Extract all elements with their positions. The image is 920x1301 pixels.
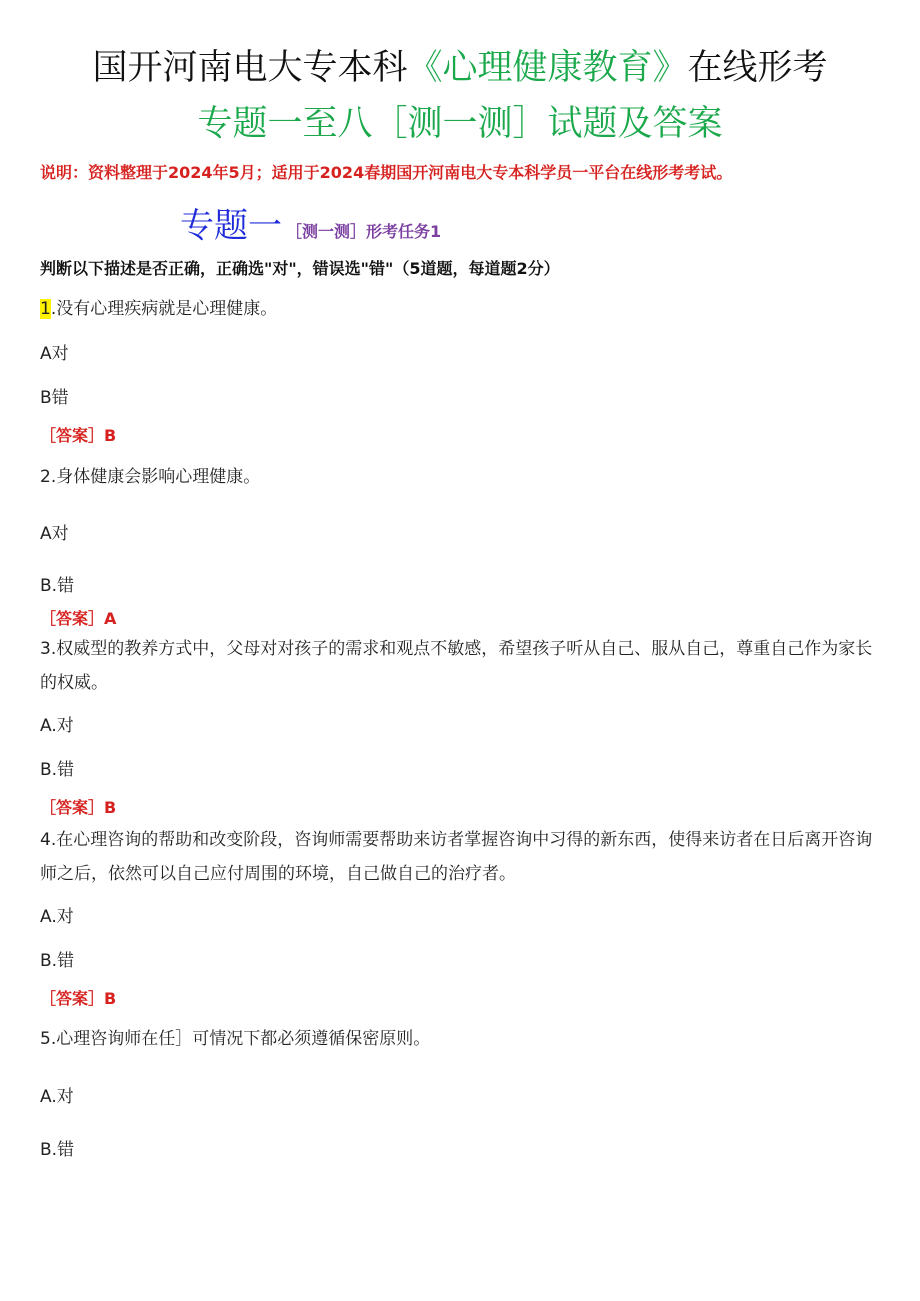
title-prefix: 国开河南电大专本科 — [92, 48, 408, 88]
question-5-option-a: A.对 — [40, 1087, 74, 1107]
question-3-option-a: A.对 — [40, 716, 74, 736]
question-2-option-b: B.错 — [40, 576, 75, 596]
document-title — [0, 40, 920, 90]
document-note: 说明：资料整理于2024年5月；适用于2024春期国开河南电大专本科学员一平台在线形考考试。 — [40, 163, 733, 182]
question-2-option-a: A对 — [40, 524, 69, 544]
question-3-answer: ［答案］B — [40, 798, 117, 817]
question-1-option-a: A对 — [40, 344, 69, 364]
question-5-option-b: B.错 — [40, 1140, 75, 1160]
document-subtitle: 专题一至八［测一测］试题及答案 — [197, 104, 723, 144]
question-1-option-b: B错 — [40, 388, 69, 408]
question-1-answer: ［答案］B — [40, 426, 117, 445]
topic-heading — [180, 198, 441, 247]
title-suffix: 在线形考 — [687, 48, 828, 88]
question-4-option-a: A.对 — [40, 907, 74, 927]
question-number-highlight: 1 — [40, 299, 51, 319]
topic-title: 专题一 — [180, 206, 282, 246]
question-text: .没有心理疾病就是心理健康。 — [50, 299, 278, 319]
topic-task: ［测一测］形考任务1 — [286, 222, 442, 241]
title-course: 《心理健康教育》 — [407, 48, 688, 88]
question-2: 2.身体健康会影响心理健康。 — [40, 467, 261, 487]
question-4-option-b: B.错 — [40, 951, 75, 971]
question-1 — [40, 292, 277, 326]
question-3-option-b: B.错 — [40, 760, 75, 780]
section-instruction: 判断以下描述是否正确，正确选"对"，错误选"错"（5道题，每道题2分） — [40, 259, 560, 278]
question-4: 4.在心理咨询的帮助和改变阶段，咨询师需要帮助来访者掌握咨询中习得的新东西，使得来访者在日后离开咨询师之后，依然可以自己应付周围的环境，自己做自己的治疗者。 — [40, 830, 873, 884]
question-3: 3.权威型的教养方式中，父母对对孩子的需求和观点不敏感，希望孩子听从自己、服从自己，尊重自己作为家长的权威。 — [40, 639, 873, 693]
question-5: 5.心理咨询师在任］可情况下都必须遵循保密原则。 — [40, 1029, 431, 1049]
question-2-answer: ［答案］A — [40, 609, 117, 628]
question-4-answer: ［答案］B — [40, 989, 117, 1008]
